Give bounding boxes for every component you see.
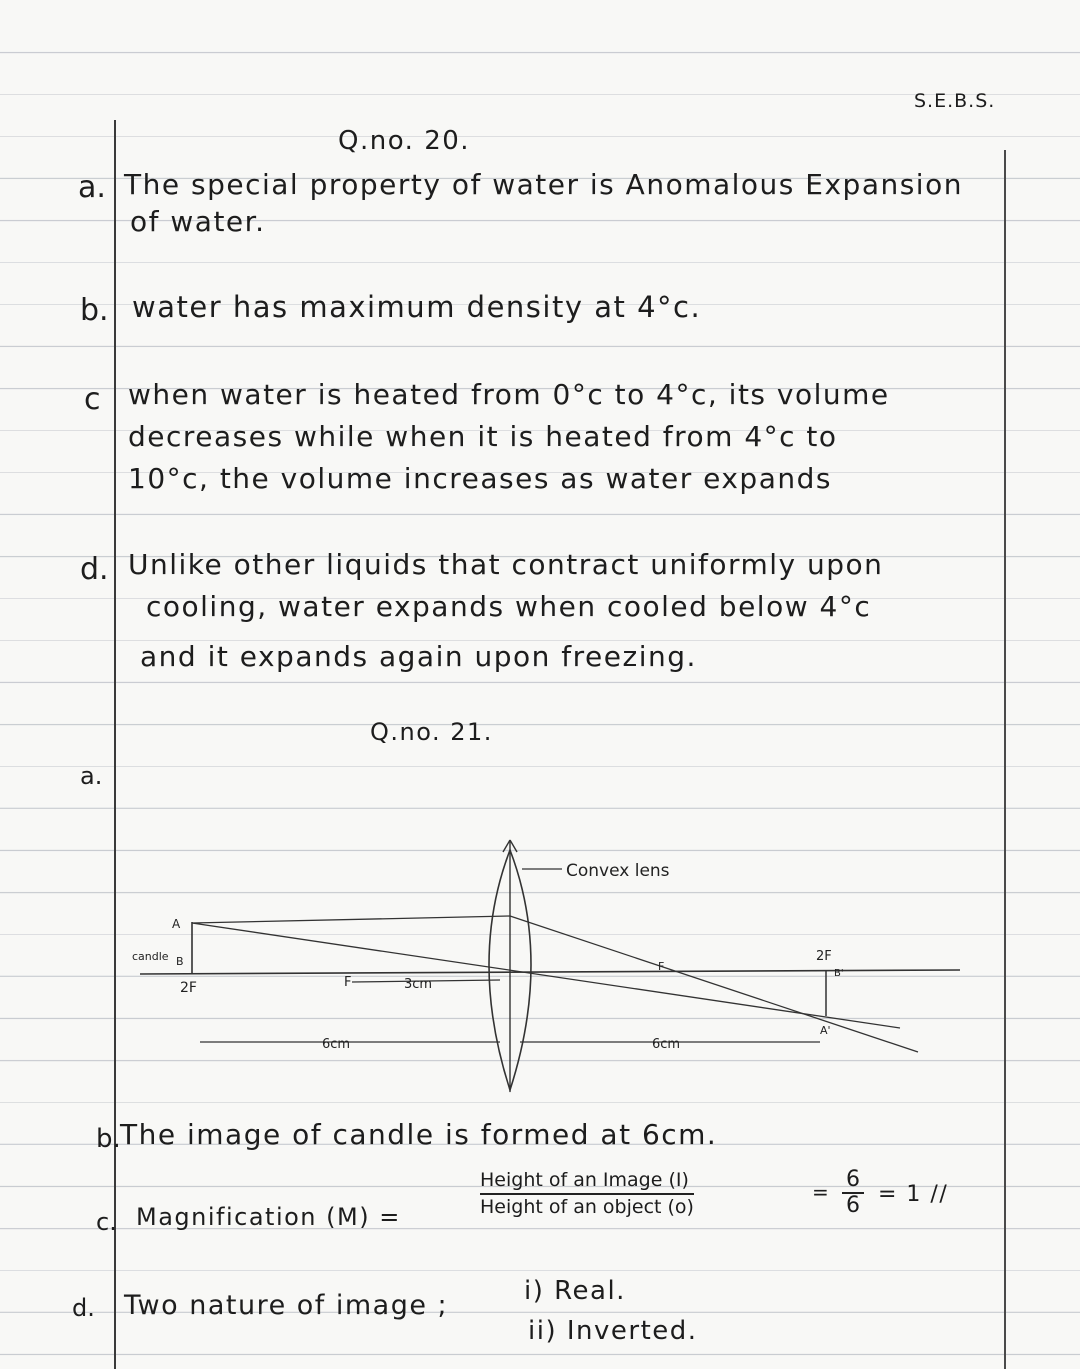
q20-c-line2: decreases while when it is heated from 4°c to [128,420,838,453]
mark-F-left: F [344,975,352,990]
point-A: A [172,917,181,931]
right-margin-line [1004,150,1006,1369]
q21-d-item2: ii) Inverted. [528,1316,698,1346]
fraction-denominator: Height of an object (o) [480,1196,694,1218]
q20-c-line1: when water is heated from 0°c to 4°c, its volume [128,378,890,411]
point-A-prime: A' [820,1024,831,1037]
dist-6cm-right: 6cm [652,1037,681,1052]
q20-a-line2: of water. [130,205,266,238]
fraction-numerator: Height of an Image (I) [480,1168,694,1195]
ray-through-center [192,923,900,1028]
q21-d-text: Two nature of image ; [124,1290,449,1321]
q20-a-line1: The special property of water is Anomalous Expansion [124,168,963,201]
q20-d-line2: cooling, water expands when cooled below 4°c [146,590,872,623]
left-margin-line [114,120,116,1369]
dist-3cm: 3cm [404,977,433,992]
q20-b-line1: water has maximum density at 4°c. [132,290,702,324]
q21-b-text: The image of candle is formed at 6cm. [120,1118,718,1151]
q20-b-label: b. [80,293,109,328]
q20-d-label: d. [80,552,109,587]
q21-d-item1: i) Real. [524,1276,626,1306]
magnification-fraction [480,1168,694,1219]
q20-c-label: c [84,382,101,417]
q21-d-label: d. [72,1294,95,1322]
numeric-numerator: 6 [842,1168,864,1194]
lens-arrow-top-2 [510,840,517,852]
candle-label: candle [132,950,169,963]
lens-label: Convex lens [566,861,670,881]
dist-6cm-left: 6cm [322,1037,351,1052]
numeric-fraction [842,1168,864,1218]
equals-sign: = [812,1180,831,1204]
q21-a-label: a. [80,762,103,790]
point-B: B [176,955,184,968]
q20-d-line1: Unlike other liquids that contract uniformly upon [128,548,884,581]
mark-F-right: F [658,960,665,973]
q20-a-label: a. [78,170,106,205]
school-mark: S.E.B.S. [914,90,996,112]
q20-d-line3: and it expands again upon freezing. [140,640,697,673]
q21-c-label: c. [96,1208,117,1236]
mark-2F-right: 2F [816,949,832,964]
magnification-lhs: Magnification (M) = [136,1203,401,1231]
q20-c-line3: 10°c, the volume increases as water expands [128,462,832,495]
ray-parallel [192,916,510,923]
ray-through-focus-refracted [510,916,918,1052]
lens-arrow-top [503,840,510,852]
numeric-denominator: 6 [846,1193,860,1218]
q21-title: Q.no. 21. [370,718,493,746]
point-B-prime: B' [834,968,844,979]
q20-title: Q.no. 20. [338,126,471,156]
q21-b-label: b. [96,1124,121,1154]
magnification-result: = 1 // [878,1182,949,1207]
ray-diagram [0,820,1080,1110]
mark-2F-left: 2F [180,980,197,996]
